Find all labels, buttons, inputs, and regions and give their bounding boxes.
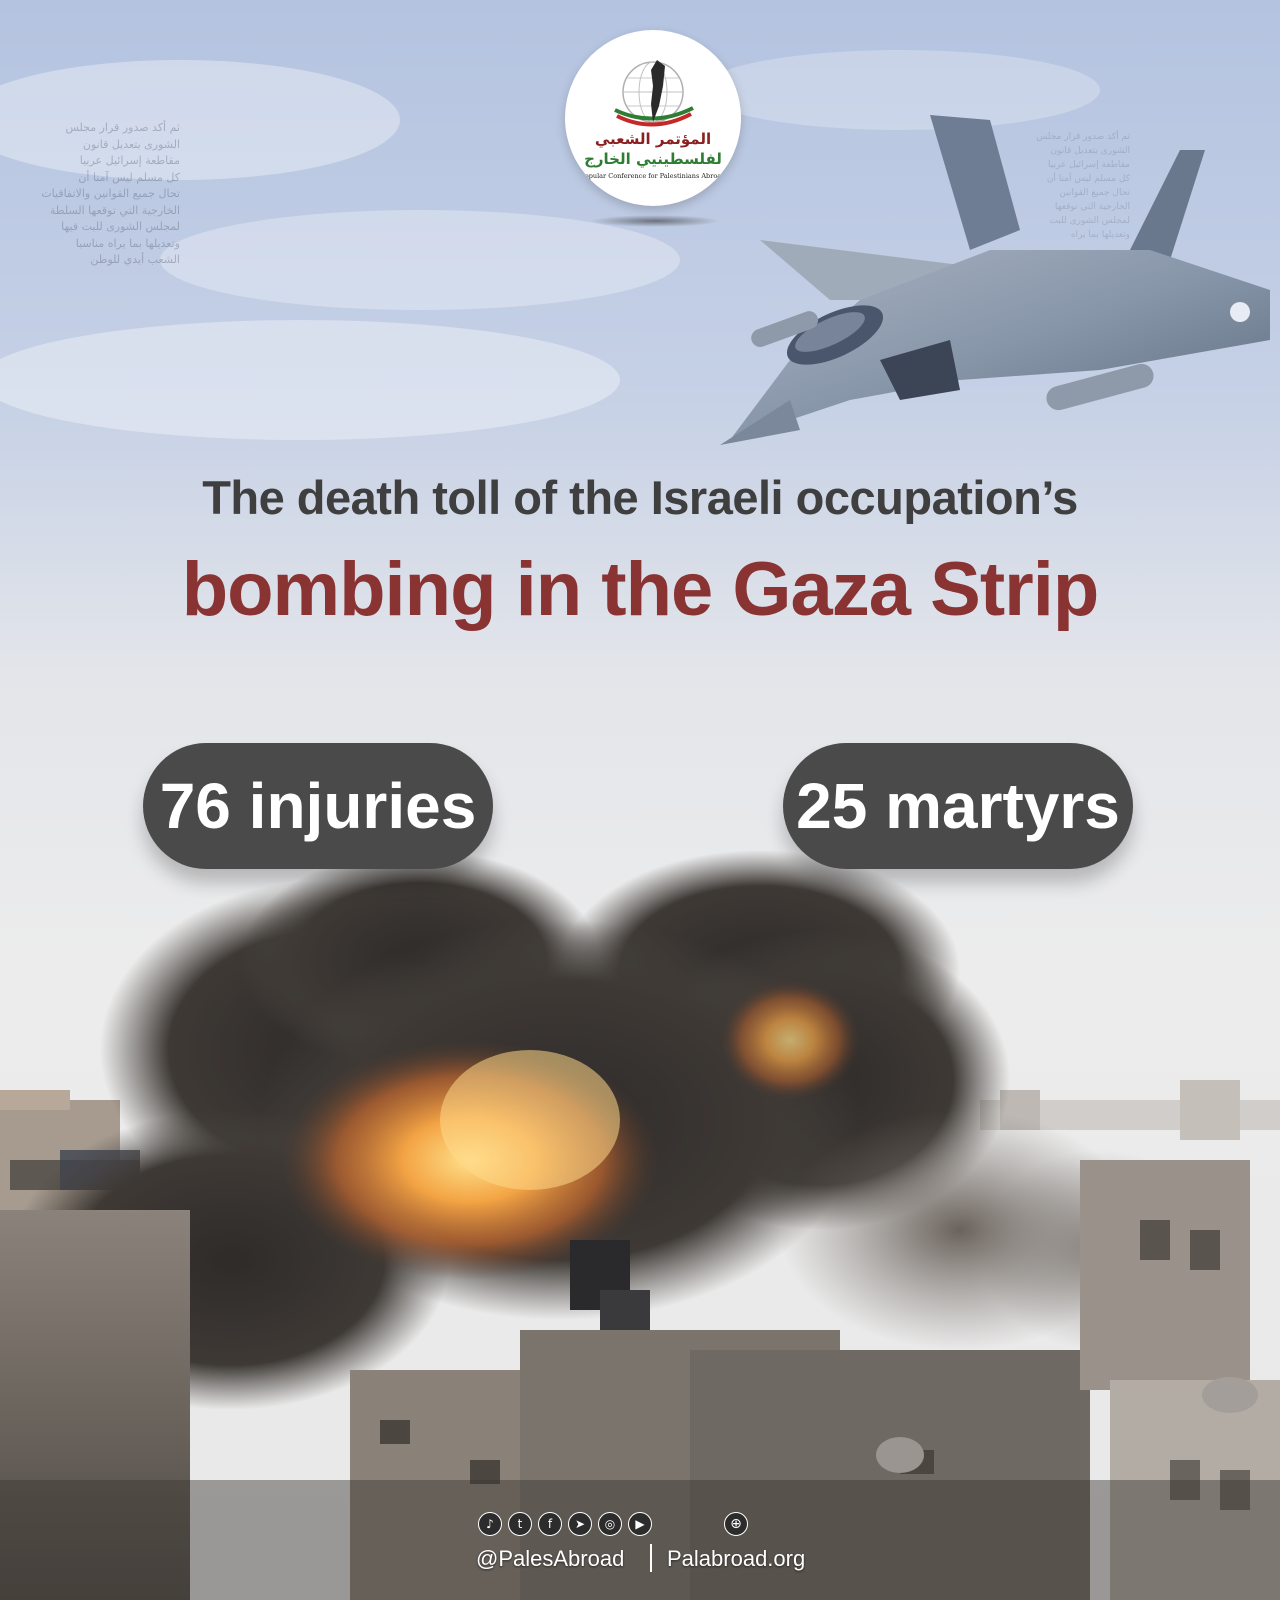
logo-english-name: Popular Conference for Palestinians Abroad: [580, 172, 726, 180]
globe-icon[interactable]: ⊕: [724, 1512, 748, 1536]
martyrs-badge: [783, 743, 1133, 869]
social-icons: [478, 1512, 652, 1536]
telegram-icon[interactable]: ➤: [568, 1512, 592, 1536]
headline-line-1: The death toll of the Israeli occupation’s: [202, 471, 1078, 524]
logo-shadow: [590, 215, 720, 227]
logo-arabic-subtitle: لفلسطينيي الخارج: [584, 150, 722, 168]
facebook-icon[interactable]: f: [538, 1512, 562, 1536]
logo: [565, 30, 741, 206]
youtube-icon[interactable]: ▶: [628, 1512, 652, 1536]
injuries-badge: [143, 743, 493, 869]
tiktok-icon[interactable]: ♪: [478, 1512, 502, 1536]
martyrs-count: 25 martyrs: [796, 770, 1120, 842]
social-handle[interactable]: @PalesAbroad: [476, 1546, 625, 1571]
website-link[interactable]: Palabroad.org: [667, 1546, 806, 1571]
twitter-icon[interactable]: t: [508, 1512, 532, 1536]
faded-arabic-text-right: ثم أكد صدور قرار مجلس الشورى بتعديل قانون مقاطعة إسرائيل عربيا كل مسلم ليس آمنا أن تحال جميع القوانين الخارجية التي توقعها لمجلس الشورى للبت وتعديلها بما يراه: [1036, 132, 1130, 240]
injuries-count: 76 injuries: [159, 770, 477, 842]
headline-line-2: bombing in the Gaza Strip: [181, 547, 1099, 632]
instagram-icon[interactable]: ◎: [598, 1512, 622, 1536]
faded-arabic-text-left: ثم أكد صدور قرار مجلس الشورى بتعديل قانون مقاطعة إسرائيل عربيا كل مسلم ليس آمنا أن تحال جميع القوانين والاتفاقيات الخارجية التي توقعها السلطة لمجلس الشورى للبت فيها وتعديلها بما يراه مناسبا الشعب أيدي للوطن: [41, 121, 180, 266]
logo-arabic-title: المؤتمر الشعبي: [594, 130, 712, 148]
footer-divider: [650, 1544, 652, 1572]
